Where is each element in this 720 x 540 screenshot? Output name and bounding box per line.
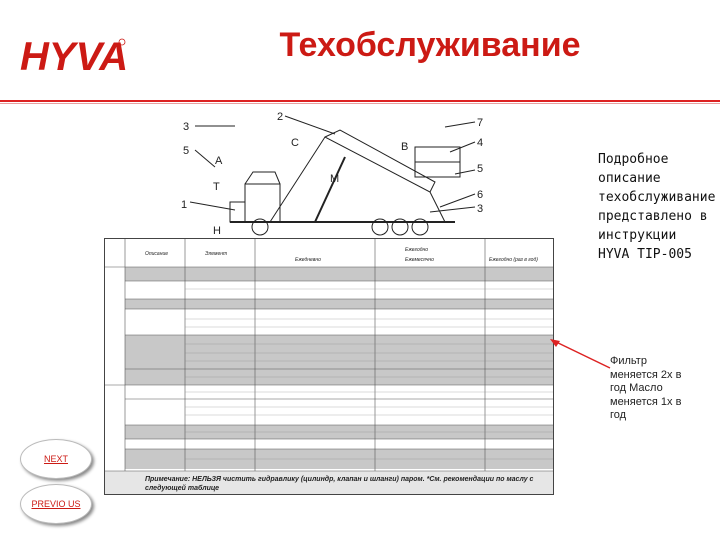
header-divider-thin (0, 103, 720, 104)
table-header-description: Описание (145, 251, 169, 257)
pointer-arrow (548, 338, 618, 408)
svg-text:C: C (291, 137, 299, 149)
svg-text:B: B (401, 141, 409, 153)
page-title: Техобслуживание (279, 26, 581, 64)
table-header-yearly: Ежегодно (405, 247, 429, 253)
table-header-element: Элемент (205, 251, 228, 257)
header-divider (0, 100, 720, 102)
svg-text:7: 7 (477, 117, 484, 129)
svg-text:3: 3 (477, 203, 484, 215)
next-button[interactable]: NEXT (20, 439, 92, 479)
svg-text:A: A (215, 155, 223, 167)
svg-text:T: T (213, 181, 220, 193)
filter-note: Фильтр меняется 2х в год Масло меняется 1х в год (610, 355, 682, 421)
truck-diagram (175, 112, 485, 237)
svg-text:3: 3 (183, 121, 190, 133)
svg-text:M: M (330, 173, 340, 185)
svg-text:2: 2 (277, 112, 284, 123)
svg-text:5: 5 (183, 145, 190, 157)
table-header-monthly: Ежемесячно (405, 257, 434, 263)
svg-text:6: 6 (477, 189, 484, 201)
table-header-daily: Ежедневно (295, 257, 321, 263)
logo-text: HYVA (20, 35, 128, 76)
svg-text:4: 4 (477, 137, 484, 149)
svg-text:H: H (213, 225, 221, 237)
description-text: Подробное описание техобслуживание представлено в инструкции HYVA TIP-005 (598, 152, 716, 262)
table-note: Примечание: НЕЛЬЗЯ чистить гидравлику (цилиндр, клапан и шланги) паром. *См. рекомендации по маслу с следующей таблице (145, 476, 534, 492)
svg-text:5: 5 (477, 163, 484, 175)
table-header-yearly-once: Ежегодно (раз в год) (489, 257, 538, 263)
maintenance-table (104, 238, 554, 495)
previous-button[interactable]: PREVIO US (20, 484, 92, 524)
table-grid (105, 239, 553, 494)
svg-text:1: 1 (181, 199, 188, 211)
